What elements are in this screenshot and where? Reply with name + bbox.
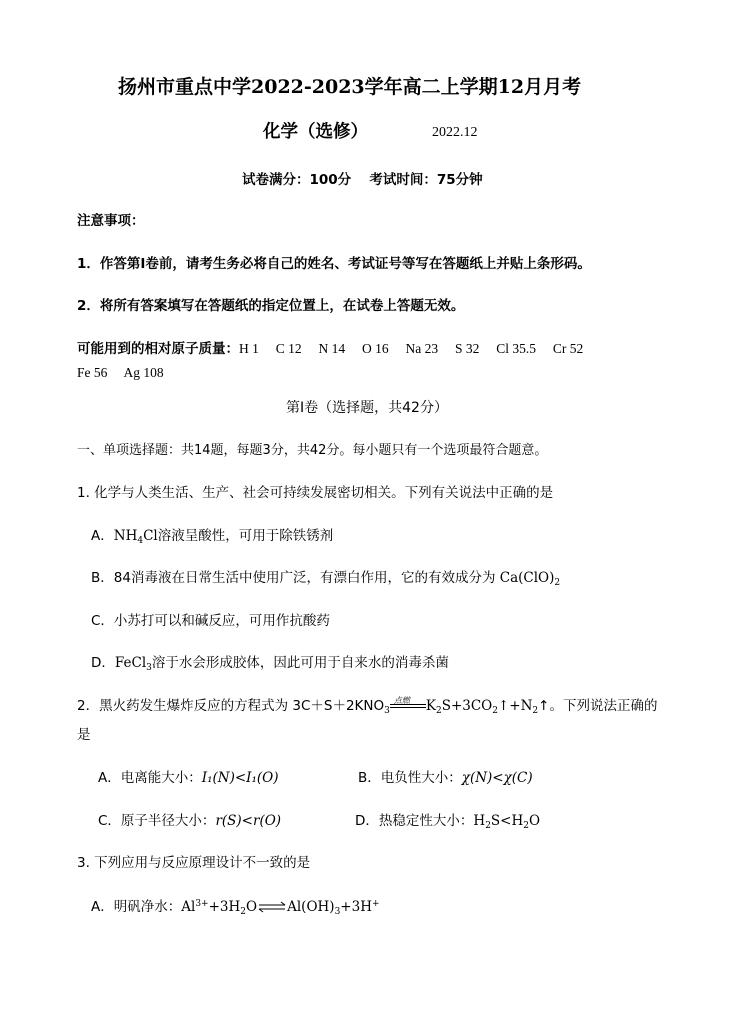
atomic-masses-line-2: Fe 56 Ag 108 [77, 365, 164, 380]
q1-option-c: C．小苏打可以和碱反应，可用作抗酸药 [91, 613, 330, 629]
atomic-masses-line-1 [77, 340, 583, 358]
atomic-masses-values: H 1 C 12 N 14 O 16 Na 23 S 32 Cl 35.5 Cr 52 [239, 341, 584, 356]
ignition-condition-arrow: 点燃 [390, 697, 426, 711]
q1-option-d: D．FeCl$_3$溶于水会形成胶体，因此可用于自来水的消毒杀菌 [91, 655, 449, 673]
q1-option-a: A．$NH_4Cl$溶液呈酸性，可用于除铁锈剂 [91, 528, 334, 546]
exam-title: 扬州市重点中学2022-2023学年高二上学期12月月考 [118, 76, 582, 98]
q1-stem: 1. 化学与人类生活、生产、社会可持续发展密切相关。下列有关说法中正确的是 [77, 485, 554, 501]
note-item-1: 1．作答第Ⅰ卷前，请考生务必将自己的姓名、考试证号等写在答题纸上并贴上条形码。 [77, 256, 591, 272]
notes-heading: 注意事项： [77, 213, 145, 229]
q2-option-d: D．热稳定性大小：$H_2S<H_2O$ [355, 813, 541, 831]
q2-option-c: C．原子半径大小：r(S)<r(O) [98, 813, 282, 829]
q2-stem: 2．黑火药发生爆炸反应的方程式为 $3C+S+2KNO_3$ 点燃 $K_2S+3CO_2↑+N_2↑$。下列说法正确的 [77, 696, 658, 716]
q1-option-b: B．84消毒液在日常生活中使用广泛，有漂白作用，它的有效成分为 $Ca(ClO)_2$ [91, 570, 561, 588]
exam-info: 试卷满分：100分 考试时间：75分钟 [242, 172, 483, 188]
equilibrium-arrow-icon [257, 901, 287, 913]
q3-stem: 3. 下列应用与反应原理设计不一致的是 [77, 855, 311, 871]
note-item-2: 2．将所有答案填写在答题纸的指定位置上，在试卷上答题无效。 [77, 298, 465, 314]
section-title: 第Ⅰ卷（选择题，共42分） [286, 400, 448, 416]
q3-option-a: A．明矾净水：$Al^{3+}+3H_2O$ $Al(OH)_3+3H^+$ [91, 899, 380, 917]
atomic-masses-label: 可能用到的相对原子质量： [77, 341, 239, 357]
section-instruction: 一、单项选择题：共14题，每题3分，共42分。每小题只有一个选项最符合题意。 [77, 443, 548, 458]
q2-option-a: A．电离能大小：I₁(N)<I₁(O) [98, 770, 279, 786]
q2-stem-end: 是 [77, 727, 91, 743]
subject-title: 化学（选修） [263, 122, 368, 142]
exam-date: 2022.12 [432, 125, 478, 140]
q2-option-b: B．电负性大小：χ(N)<χ(C) [358, 770, 533, 786]
